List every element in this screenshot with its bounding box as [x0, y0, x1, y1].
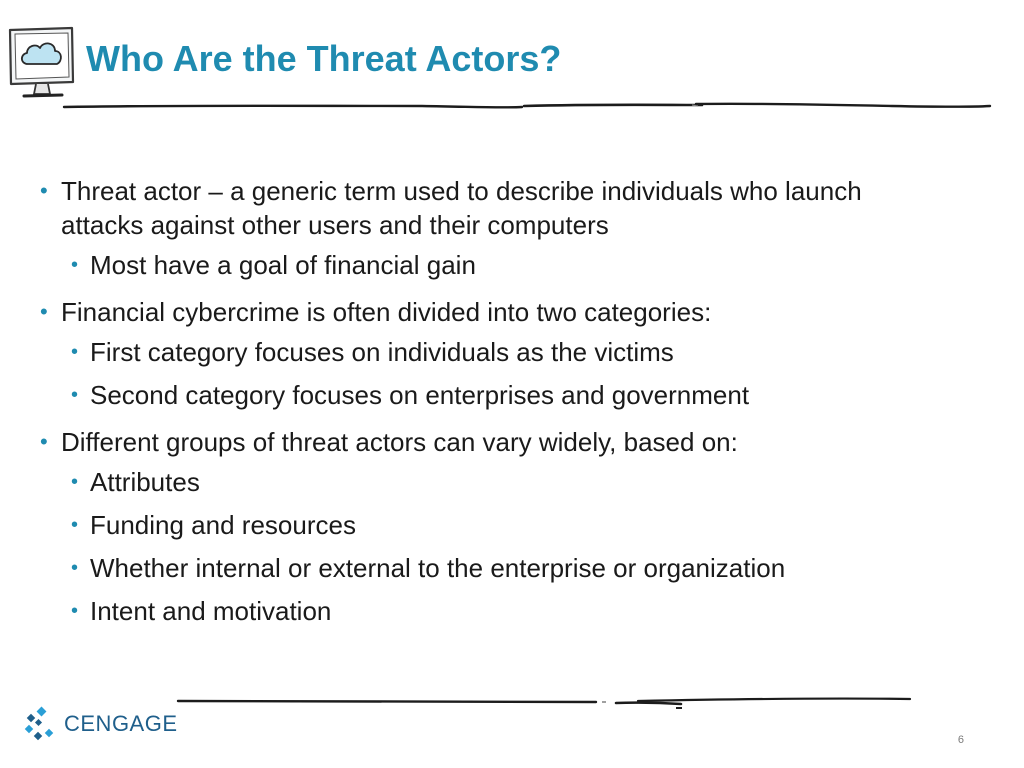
bullet-marker: •	[40, 299, 48, 324]
page-number: 6	[957, 734, 964, 746]
sub-bullet-text: Attributes	[90, 467, 200, 497]
sub-bullet-list	[61, 331, 1000, 417]
footer-divider	[176, 692, 912, 712]
bullet-text: Financial cybercrime is often divided into two categories:	[61, 297, 712, 327]
slide-body	[40, 174, 1000, 641]
sub-bullet-text: First category focuses on individuals as the victims	[90, 337, 674, 367]
sub-bullet-item	[65, 374, 1000, 417]
bullet-item	[40, 425, 1000, 633]
sub-bullet-marker: •	[71, 557, 79, 579]
bullet-text: Threat actor – a generic term used to describe individuals who launch attacks against other users and their computers	[61, 176, 862, 240]
sub-bullet-marker: •	[71, 600, 79, 622]
sub-bullet-text: Second category focuses on enterprises and government	[90, 380, 750, 410]
title-divider	[62, 96, 992, 118]
bullet-marker: •	[40, 429, 48, 454]
sub-bullet-item	[65, 504, 1000, 547]
bullet-text: Different groups of threat actors can vary widely, based on:	[61, 427, 738, 457]
sub-bullet-marker: •	[71, 384, 79, 406]
slide-title: Who Are the Threat Actors?	[86, 38, 562, 79]
sub-bullet-item	[65, 461, 1000, 504]
sub-bullet-text: Intent and motivation	[90, 596, 332, 626]
sub-bullet-text: Whether internal or external to the enterprise or organization	[90, 553, 786, 583]
sub-bullet-marker: •	[71, 254, 79, 276]
cengage-logo	[24, 704, 204, 744]
logo-text: CENGAGE	[64, 711, 178, 736]
sub-bullet-item	[65, 331, 1000, 374]
bullet-item	[40, 295, 1000, 417]
bullet-item	[40, 174, 930, 287]
cloud-monitor-icon	[6, 24, 82, 104]
sub-bullet-marker: •	[71, 341, 79, 363]
sub-bullet-text: Most have a goal of financial gain	[90, 250, 476, 280]
sub-bullet-list	[61, 461, 1000, 633]
cengage-logo-mark-icon	[24, 706, 60, 742]
sub-bullet-item	[65, 244, 930, 287]
sub-bullet-list	[61, 244, 930, 287]
sub-bullet-text: Funding and resources	[90, 510, 356, 540]
sub-bullet-marker: •	[71, 514, 79, 536]
sub-bullet-item	[65, 547, 1000, 590]
bullet-marker: •	[40, 178, 48, 203]
sub-bullet-item	[65, 590, 1000, 633]
sub-bullet-marker: •	[71, 471, 79, 493]
